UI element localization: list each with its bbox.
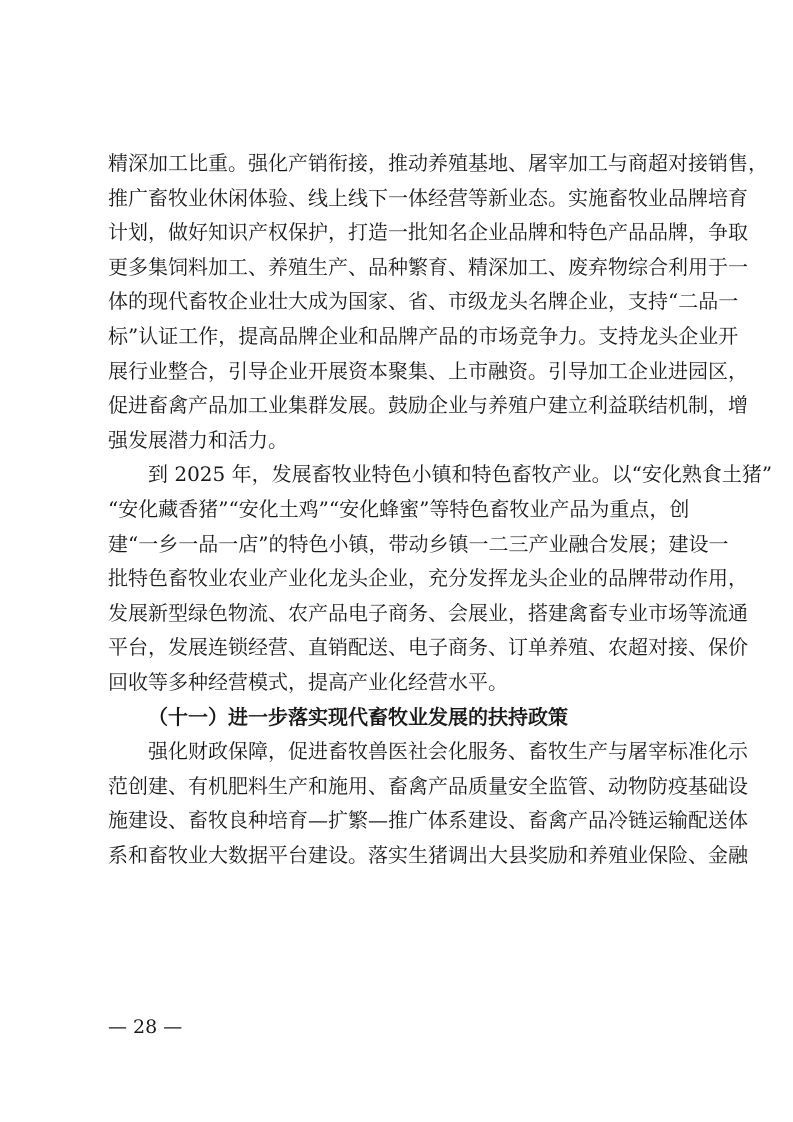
page-number: — 28 — <box>108 1016 183 1038</box>
text-line: 计划，做好知识产权保护，打造一批知名企业品牌和特色产品品牌，争取 <box>108 220 748 245</box>
text-line: 精深加工比重。强化产销衔接，推动养殖基地、屠宰加工与商超对接销售， <box>108 151 768 175</box>
text-line: 促进畜禽产品加工业集群发展。鼓励企业与养殖户建立利益联结机制，增 <box>108 393 748 418</box>
text-line: 发展新型绿色物流、农产品电子商务、会展业，搭建禽畜专业市场等流通 <box>108 600 748 625</box>
text-line: 更多集饲料加工、养殖生产、品种繁育、精深加工、废弃物综合利用于一 <box>108 254 748 279</box>
text-line: 范创建、有机肥料生产和施用、畜禽产品质量安全监管、动物防疫基础设 <box>108 773 748 798</box>
text-line: 强发展潜力和活力。 <box>108 427 288 452</box>
text-line: 施建设、畜牧良种培育—扩繁—推广体系建设、畜禽产品冷链运输配送体 <box>108 808 748 833</box>
text-line: 平台，发展连锁经营、直销配送、电子商务、订单养殖、农超对接、保价 <box>108 635 748 660</box>
heading-line: （十一）进一步落实现代畜牧业发展的扶持政策 <box>148 704 568 729</box>
text-line: 强化财政保障，促进畜牧兽医社会化服务、畜牧生产与屠宰标准化示 <box>148 739 748 764</box>
paragraph-financial-support <box>108 734 748 872</box>
text-line: “安化藏香猪”“安化土鸡”“安化蜂蜜”等特色畜牧业产品为重点，创 <box>108 496 690 521</box>
text-line: 到 2025 年，发展畜牧业特色小镇和特色畜牧产业。以“安化熟食土猪” <box>148 462 773 487</box>
text-line: 建“一乡一品一店”的特色小镇，带动乡镇一二三产业融合发展；建设一 <box>108 531 729 556</box>
section-heading <box>108 700 680 735</box>
text-line: 展行业整合，引导企业开展资本聚集、上市融资。引导加工企业进园区， <box>108 358 748 383</box>
text-line: 推广畜牧业休闲体验、线上线下一体经营等新业态。实施畜牧业品牌培育 <box>108 185 748 210</box>
paragraph-2025-goals <box>108 457 773 699</box>
text-line: 批特色畜牧业农业产业化龙头企业，充分发挥龙头企业的品牌带动作用， <box>108 566 748 591</box>
text-line: 系和畜牧业大数据平台建设。落实生猪调出大县奖励和养殖业保险、金融 <box>108 842 748 867</box>
text-line: 回收等多种经营模式，提高产业化经营水平。 <box>108 669 508 694</box>
paragraph-branding <box>108 146 768 457</box>
body-text <box>108 146 773 872</box>
text-line: 体的现代畜牧企业壮大成为国家、省、市级龙头名牌企业，支持“二品一 <box>108 289 739 314</box>
text-line: 标”认证工作，提高品牌企业和品牌产品的市场竞争力。支持龙头企业开 <box>108 323 739 348</box>
